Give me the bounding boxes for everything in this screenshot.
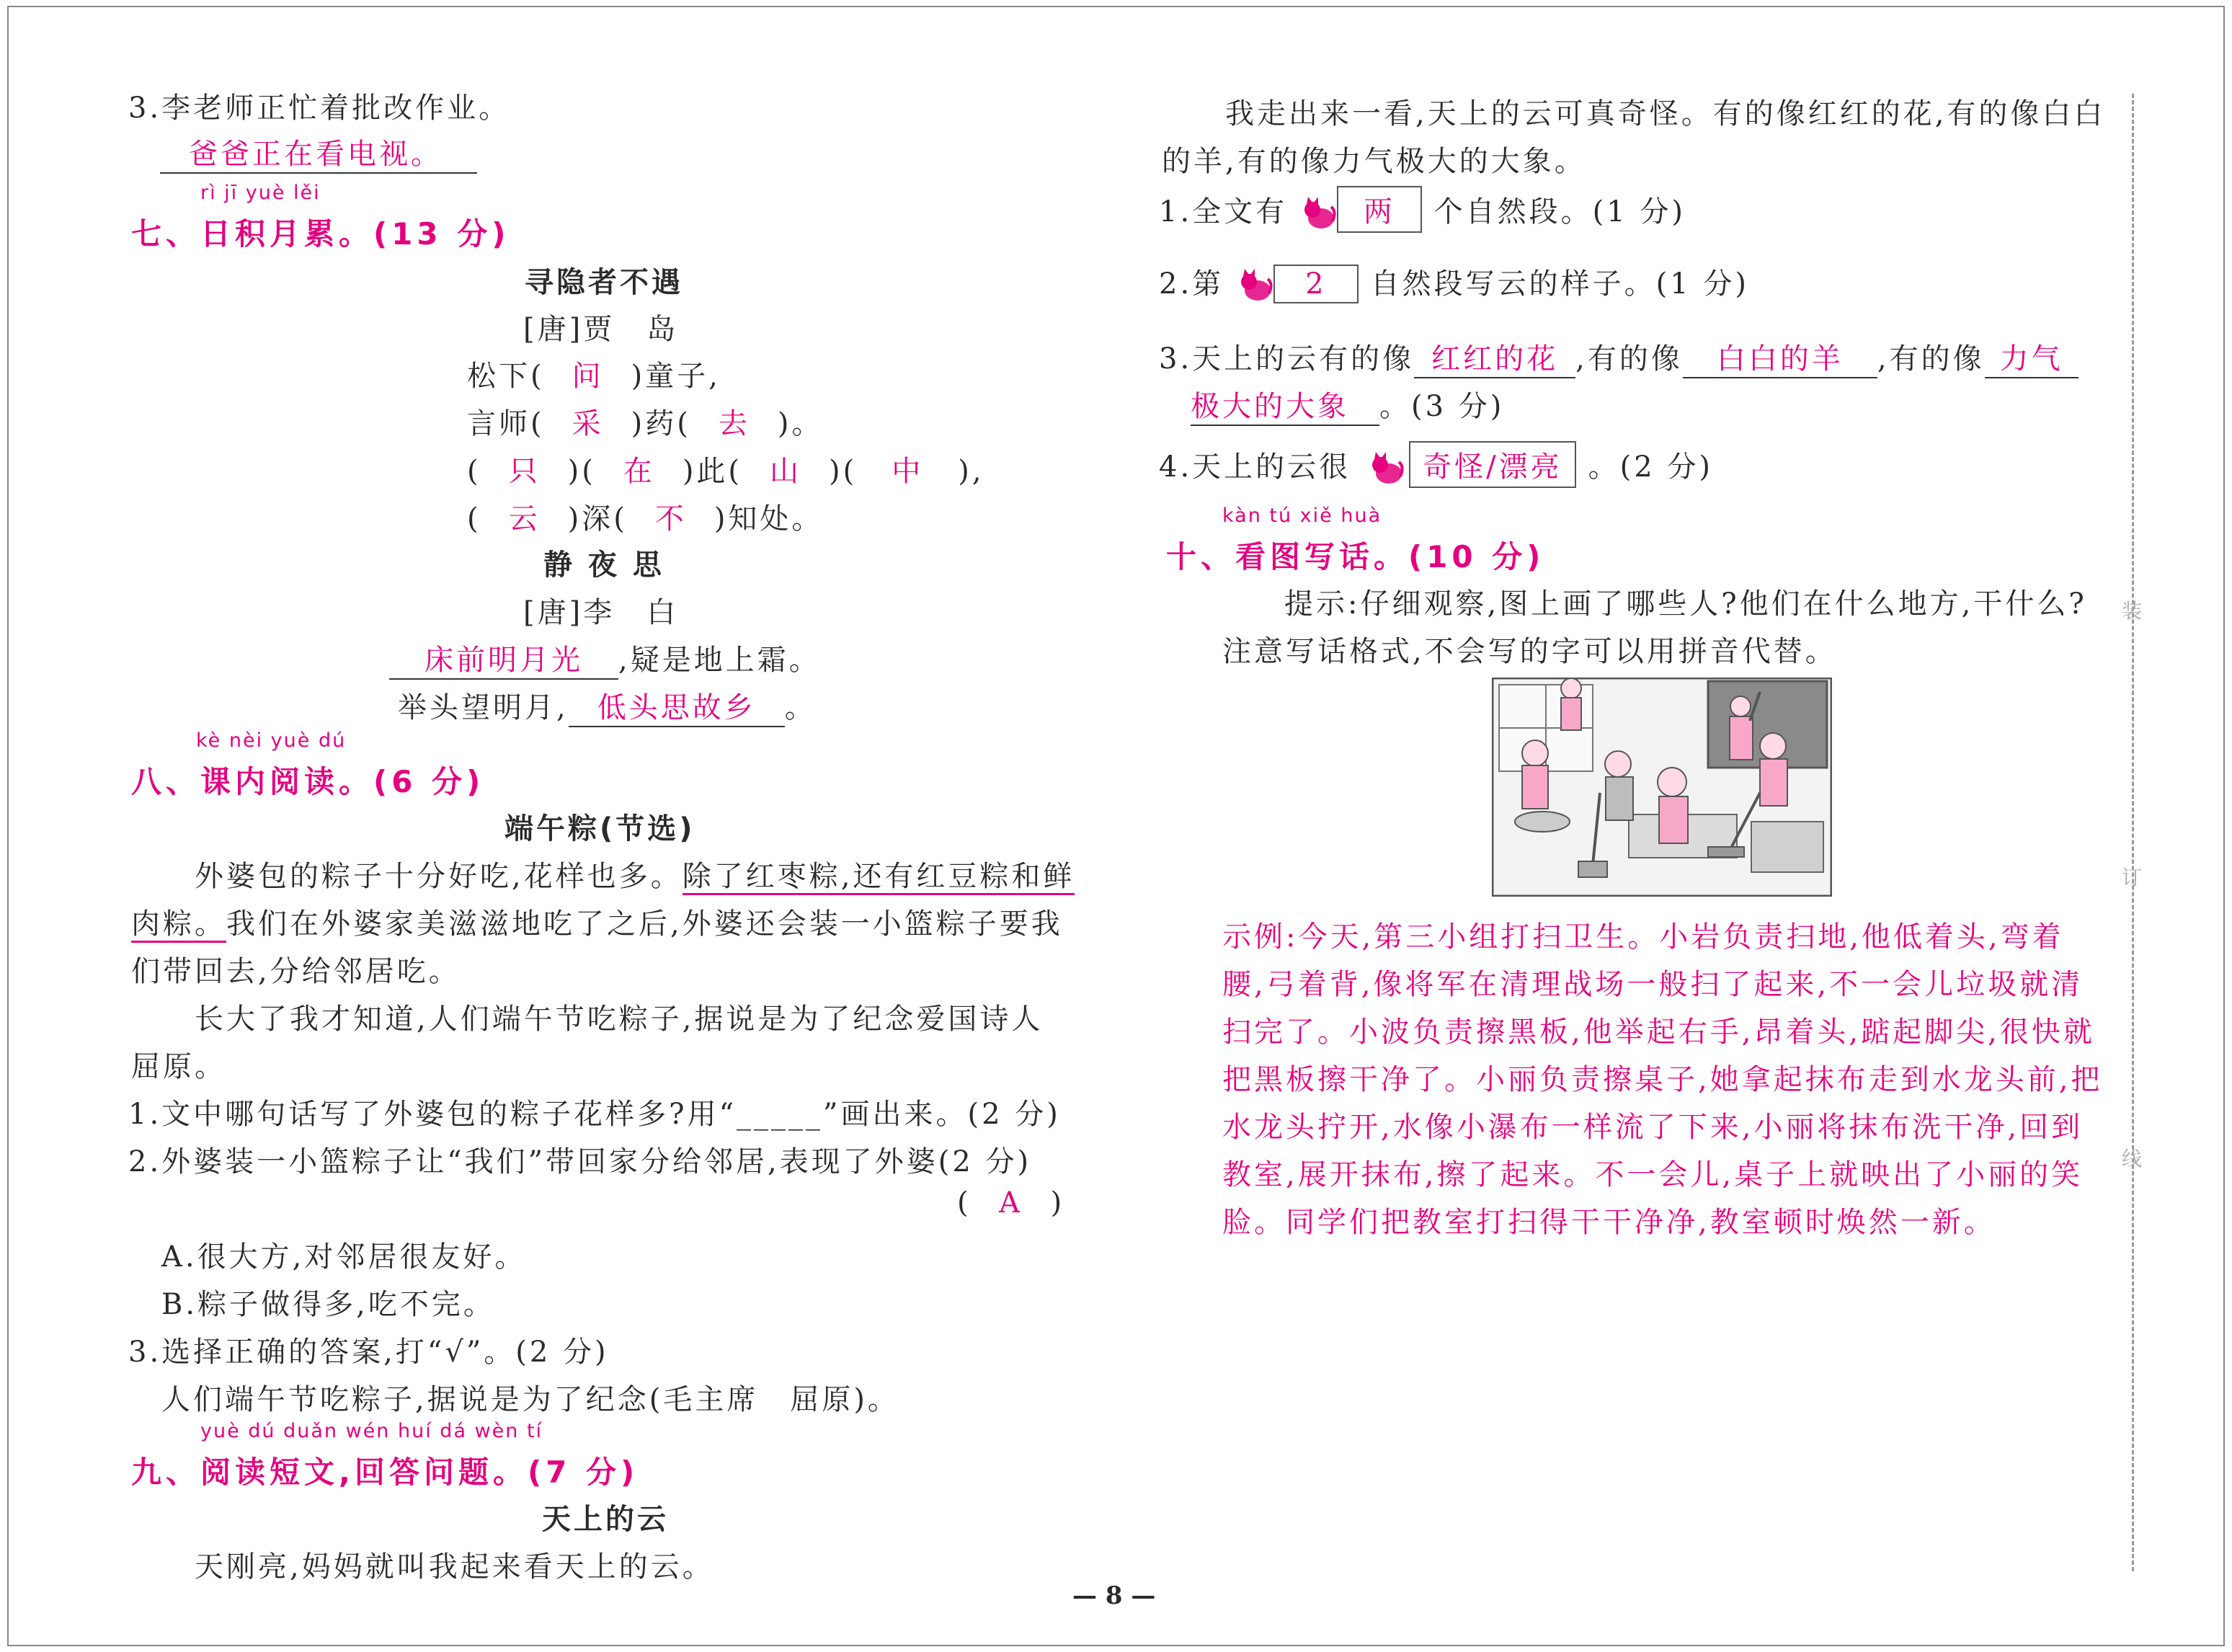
question-9-2 <box>1159 261 1749 303</box>
poem-text: 言师( <box>467 407 545 440</box>
poem-text: )深( <box>567 502 628 536</box>
question-9-3-line-2 <box>1191 383 1504 426</box>
question-8-2-answer: A <box>999 1186 1023 1220</box>
question-text: 1.全文有 <box>1159 195 1288 228</box>
poem-answer: 云 <box>508 502 541 536</box>
article-1-line-3: 们带回去,分给邻居吃。 <box>131 955 461 988</box>
poem-answer: 采 <box>572 407 604 440</box>
poem-answer: 山 <box>770 455 802 488</box>
underlined-answer: 肉粽。 <box>131 907 226 943</box>
poem-text: 松下( <box>467 360 545 393</box>
article-1-line-2 <box>131 901 1063 942</box>
question-9-3-answer-1: 红红的花 <box>1414 336 1575 378</box>
poem-answer: 只 <box>508 455 541 488</box>
section-10-pinyin: kàn tú xiě huà <box>1222 505 1382 527</box>
question-9-4 <box>1159 441 1713 488</box>
article-2-title: 天上的云 <box>542 1503 669 1536</box>
question-text: 3.天上的云有的像 <box>1159 342 1415 376</box>
poem-answer: 低头思故乡 <box>569 685 785 727</box>
article-2-line-1: 天刚亮,妈妈就叫我起来看天上的云。 <box>195 1550 714 1584</box>
poem-text: )知处。 <box>713 502 824 536</box>
example-line-4: 把黑板擦干净了。小丽负责擦桌子,她拿起抹布走到水龙头前,把 <box>1222 1063 2103 1096</box>
poem-answer: 中 <box>892 455 924 488</box>
question-text: 。(2 分) <box>1588 450 1713 484</box>
underlined-answer: 除了红枣粽,还有红豆粽和鲜 <box>683 860 1075 895</box>
page-number: — 8 — <box>1072 1581 1156 1610</box>
poem-1-line-4: ( 云 )深( 不 )知处。 <box>467 496 823 537</box>
poem-answer: 去 <box>718 407 750 440</box>
section-7-pinyin: rì jī yuè lěi <box>200 182 321 204</box>
article-2-line-3: 的羊,有的像力气极大的大象。 <box>1162 145 1586 178</box>
poem-text: )药( <box>631 407 691 440</box>
section-8-heading: 八、课内阅读。(6 分) <box>131 764 485 799</box>
poem-2-author: [唐]李 白 <box>523 596 679 629</box>
poem-answer: 不 <box>654 502 687 536</box>
hint-line-1: 提示:仔细观察,图上画了哪些人?他们在什么地方,干什么? <box>1284 587 2087 621</box>
article-1-line-1 <box>195 853 1075 894</box>
question-8-3-text: 人们端午节吃粽子,据说是为了纪念(毛主席 屈原)。 <box>161 1383 899 1416</box>
poem-1-author: [唐]贾 岛 <box>523 313 679 346</box>
article-text: 我们在外婆家美滋滋地吃了之后,外婆还会装一小篮粽子要我 <box>226 907 1063 941</box>
question-8-2: 2.外婆装一小篮粽子让“我们”带回家分给邻居,表现了外婆(2 分) <box>128 1145 1032 1178</box>
example-line-2: 腰,弓着背,像将军在清理战场一般扫了起来,不一会儿垃圾就清 <box>1222 968 2084 1001</box>
article-1-line-5: 屈原。 <box>131 1050 226 1083</box>
binding-cut-line <box>2132 94 2134 1571</box>
poem-text: 举头望明月, <box>398 691 569 724</box>
question-9-3 <box>1159 336 2078 378</box>
poem-2-line-2 <box>398 685 817 727</box>
question-3-sentence: 3.李老师正忙着批改作业。 <box>128 92 511 125</box>
question-9-2-answer: 2 <box>1273 265 1359 303</box>
poem-text: )童子, <box>631 360 721 393</box>
section-9-pinyin: yuè dú duǎn wén huí dá wèn tí <box>200 1420 543 1442</box>
poem-answer: 床前明月光 <box>389 637 618 680</box>
poem-2-title: 静 夜 思 <box>543 549 664 582</box>
hint-line-2: 注意写话格式,不会写的字可以用拼音代替。 <box>1222 635 1837 668</box>
section-9-heading: 九、阅读短文,回答问题。(7 分) <box>131 1455 639 1490</box>
question-8-2-answer-bracket: ( A ) <box>957 1186 1065 1220</box>
question-text: ,有的像 <box>1575 342 1683 376</box>
question-text: 自然段写云的样子。(1 分) <box>1370 267 1749 301</box>
classroom-cleaning-illustration <box>1492 678 1832 897</box>
cat-icon <box>1236 269 1273 303</box>
poem-text: )。 <box>777 407 824 440</box>
question-8-3: 3.选择正确的答案,打“√”。(2 分) <box>128 1336 609 1369</box>
poem-2-line-1 <box>389 637 821 680</box>
poem-1-line-2 <box>467 401 823 442</box>
poem-1-line-1 <box>467 353 721 394</box>
article-2-line-2: 我走出来一看,天上的云可真奇怪。有的像红红的花,有的像白白 <box>1225 97 2106 130</box>
question-text: ,有的像 <box>1877 342 1985 376</box>
cat-icon <box>1299 197 1337 231</box>
poem-text: 。 <box>784 691 817 724</box>
poem-1-line-3: ( 只 )( 在 )此( 山 )( 中 ), <box>467 448 984 489</box>
poem-1-title: 寻隐者不遇 <box>525 266 683 299</box>
question-9-1-answer: 两 <box>1337 186 1422 233</box>
example-line-5: 水龙头拧开,水像小瀑布一样流了下来,小丽将抹布洗干净,回到 <box>1222 1111 2084 1144</box>
option-a: A.很大方,对邻居很友好。 <box>161 1240 527 1274</box>
question-9-1 <box>1159 186 1686 233</box>
question-text: 4.天上的云很 <box>1159 450 1351 484</box>
section-10-heading: 十、看图写话。(10 分) <box>1166 539 1545 574</box>
question-8-1: 1.文中哪句话写了外婆包的粽子花样多?用“_____”画出来。(2 分) <box>128 1098 1061 1131</box>
question-3-answer: 爸爸正在看电视。 <box>160 131 477 174</box>
article-text: 外婆包的粽子十分好吃,花样也多。 <box>195 860 683 893</box>
cut-line-char: 线 <box>2122 1147 2143 1171</box>
example-line-6: 教室,展开抹布,擦了起来。不一会儿,桌子上就映出了小丽的笑 <box>1222 1158 2084 1191</box>
section-7-heading: 七、日积月累。(13 分) <box>131 216 510 252</box>
poem-text: ,疑是地上霜。 <box>618 644 821 677</box>
question-text: 个自然段。(1 分) <box>1433 195 1686 228</box>
question-3-answer-line <box>160 131 477 174</box>
cut-line-char: 装 <box>2122 599 2143 623</box>
poem-answer: 在 <box>623 455 655 488</box>
cat-icon <box>1363 452 1409 487</box>
poem-text: )此( <box>682 455 743 488</box>
question-9-3-answer-2: 白白的羊 <box>1683 336 1877 378</box>
question-9-3-answer-3b: 极大的大象 <box>1191 383 1379 426</box>
poem-answer: 问 <box>572 360 604 393</box>
example-line-7: 脸。同学们把教室打扫得干干净净,教室顿时焕然一新。 <box>1222 1206 1996 1239</box>
question-text: 2.第 <box>1159 267 1224 301</box>
option-b: B.粽子做得多,吃不完。 <box>161 1288 495 1321</box>
poem-text: ), <box>958 455 984 488</box>
cut-line-char: 订 <box>2122 866 2143 889</box>
question-9-4-answer: 奇怪/漂亮 <box>1409 441 1576 488</box>
question-text: 。(3 分) <box>1379 390 1505 423</box>
example-line-3: 扫完了。小波负责擦黑板,他举起右手,昂着头,踮起脚尖,很快就 <box>1222 1016 2095 1049</box>
example-line-1: 示例:今天,第三小组打扫卫生。小岩负责扫地,他低着头,弯着 <box>1222 920 2064 954</box>
section-8-pinyin: kè nèi yuè dú <box>196 729 347 752</box>
article-1-title: 端午粽(节选) <box>504 812 695 845</box>
article-1-line-4: 长大了我才知道,人们端午节吃粽子,据说是为了纪念爱国诗人 <box>195 1003 1044 1036</box>
question-9-3-answer-3a: 力气 <box>1985 336 2078 378</box>
